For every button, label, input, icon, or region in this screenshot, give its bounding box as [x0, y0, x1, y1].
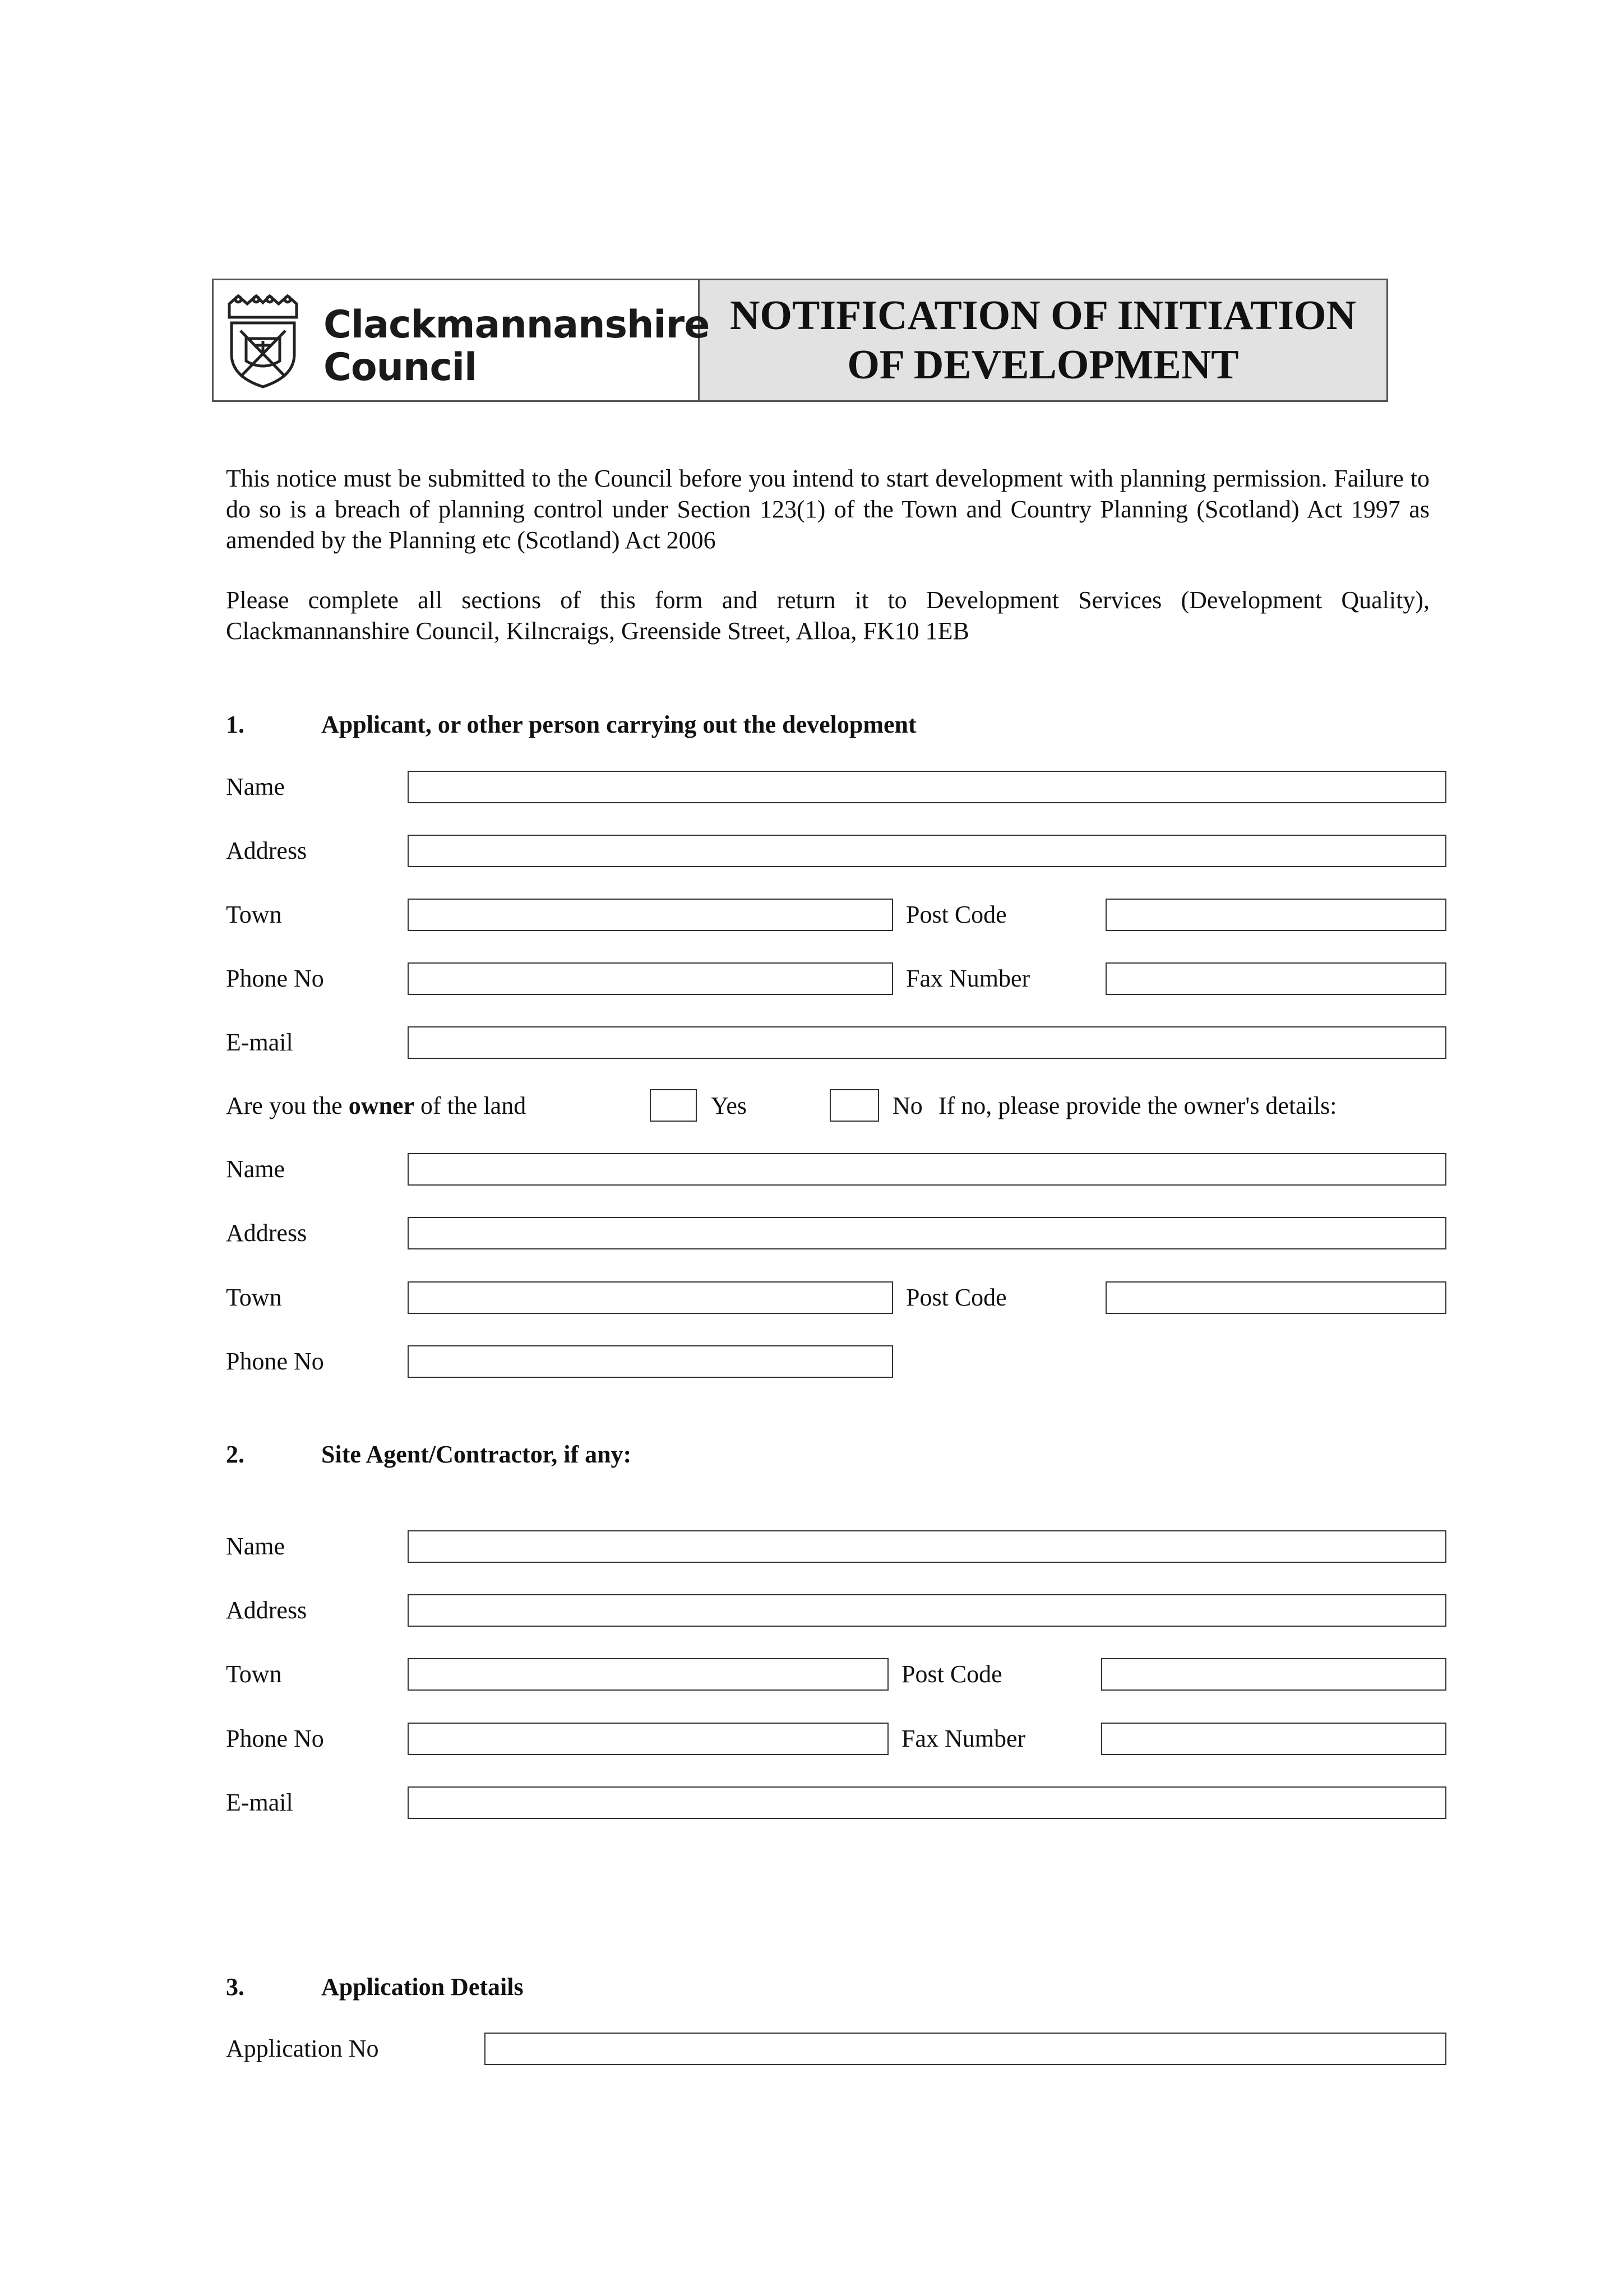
- section-3-number: 3.: [226, 1973, 244, 2001]
- agent-fax-label: Fax Number: [901, 1725, 1026, 1752]
- owner-name-field[interactable]: [408, 1153, 1446, 1186]
- owner-question-prefix: Are you the: [226, 1092, 349, 1119]
- applicant-town-field[interactable]: [408, 899, 893, 931]
- council-name-line1: Clackmannanshire: [323, 303, 710, 347]
- applicant-name-label: Name: [226, 773, 285, 800]
- owner-town-label: Town: [226, 1284, 282, 1311]
- agent-postcode-field[interactable]: [1101, 1658, 1446, 1691]
- applicant-town-label: Town: [226, 901, 282, 928]
- owner-postcode-field[interactable]: [1106, 1281, 1446, 1314]
- agent-name-field[interactable]: [408, 1530, 1446, 1563]
- owner-note: If no, please provide the owner's details:: [938, 1092, 1337, 1119]
- owner-address-label: Address: [226, 1219, 307, 1247]
- applicant-email-label: E-mail: [226, 1029, 293, 1056]
- applicant-address-label: Address: [226, 837, 307, 864]
- agent-address-label: Address: [226, 1596, 307, 1624]
- applicant-fax-label: Fax Number: [906, 965, 1030, 992]
- page-title: [700, 280, 1386, 400]
- application-no-field[interactable]: [484, 2033, 1446, 2065]
- owner-phone-label: Phone No: [226, 1348, 324, 1375]
- council-name-line2: Council: [323, 345, 477, 390]
- page-title-line1: NOTIFICATION OF INITIATION: [729, 293, 1356, 339]
- council-crest-icon: [221, 294, 304, 389]
- agent-name-label: Name: [226, 1533, 285, 1560]
- applicant-phone-field[interactable]: [408, 962, 893, 995]
- applicant-name-field[interactable]: [408, 771, 1446, 803]
- applicant-email-field[interactable]: [408, 1026, 1446, 1059]
- applicant-postcode-field[interactable]: [1106, 899, 1446, 931]
- owner-name-label: Name: [226, 1155, 285, 1183]
- owner-no-label: No: [893, 1092, 923, 1119]
- agent-email-field[interactable]: [408, 1786, 1446, 1819]
- agent-town-field[interactable]: [408, 1658, 889, 1691]
- agent-postcode-label: Post Code: [901, 1660, 1002, 1688]
- agent-email-label: E-mail: [226, 1789, 293, 1816]
- applicant-address-field[interactable]: [408, 835, 1446, 867]
- section-2-number: 2.: [226, 1441, 244, 1468]
- owner-address-field[interactable]: [408, 1217, 1446, 1249]
- applicant-phone-label: Phone No: [226, 965, 324, 992]
- owner-question: [226, 1090, 526, 1121]
- owner-question-bold: owner: [348, 1092, 415, 1119]
- intro-paragraph-2: Please complete all sections of this form and return it to Development Services (Development Quality), Clackmannanshire Council, Kilncraigs, Greenside Street, Alloa, FK10 1EB: [226, 586, 1430, 645]
- header-box: [212, 279, 1388, 402]
- owner-no-checkbox[interactable]: [830, 1089, 879, 1122]
- section-3-title: Application Details: [321, 1973, 524, 2001]
- section-1-title: Applicant, or other person carrying out the development: [321, 711, 917, 738]
- agent-town-label: Town: [226, 1660, 282, 1688]
- owner-town-field[interactable]: [408, 1281, 893, 1314]
- owner-yes-checkbox[interactable]: [650, 1089, 697, 1122]
- applicant-postcode-label: Post Code: [906, 901, 1007, 928]
- intro-paragraph-1: This notice must be submitted to the Council before you intend to start development with planning permission. Failure to do so is a breach of planning control under Section 123(1) of the Town and Country Planning (Scotland) Act 1997 as amended by the Planning etc (Scotland) Act 2006: [226, 465, 1430, 554]
- section-1-number: 1.: [226, 711, 244, 738]
- agent-phone-field[interactable]: [408, 1723, 889, 1755]
- agent-fax-field[interactable]: [1101, 1723, 1446, 1755]
- application-no-label: Application No: [226, 2035, 379, 2062]
- applicant-fax-field[interactable]: [1106, 962, 1446, 995]
- owner-postcode-label: Post Code: [906, 1284, 1007, 1311]
- section-2-title: Site Agent/Contractor, if any:: [321, 1441, 632, 1468]
- council-name: [323, 304, 709, 389]
- owner-question-suffix: of the land: [414, 1092, 526, 1119]
- agent-phone-label: Phone No: [226, 1725, 324, 1752]
- council-logo: [214, 280, 710, 400]
- page-title-line2: OF DEVELOPMENT: [847, 342, 1239, 388]
- owner-phone-field[interactable]: [408, 1345, 893, 1378]
- agent-address-field[interactable]: [408, 1594, 1446, 1627]
- owner-yes-label: Yes: [711, 1092, 747, 1119]
